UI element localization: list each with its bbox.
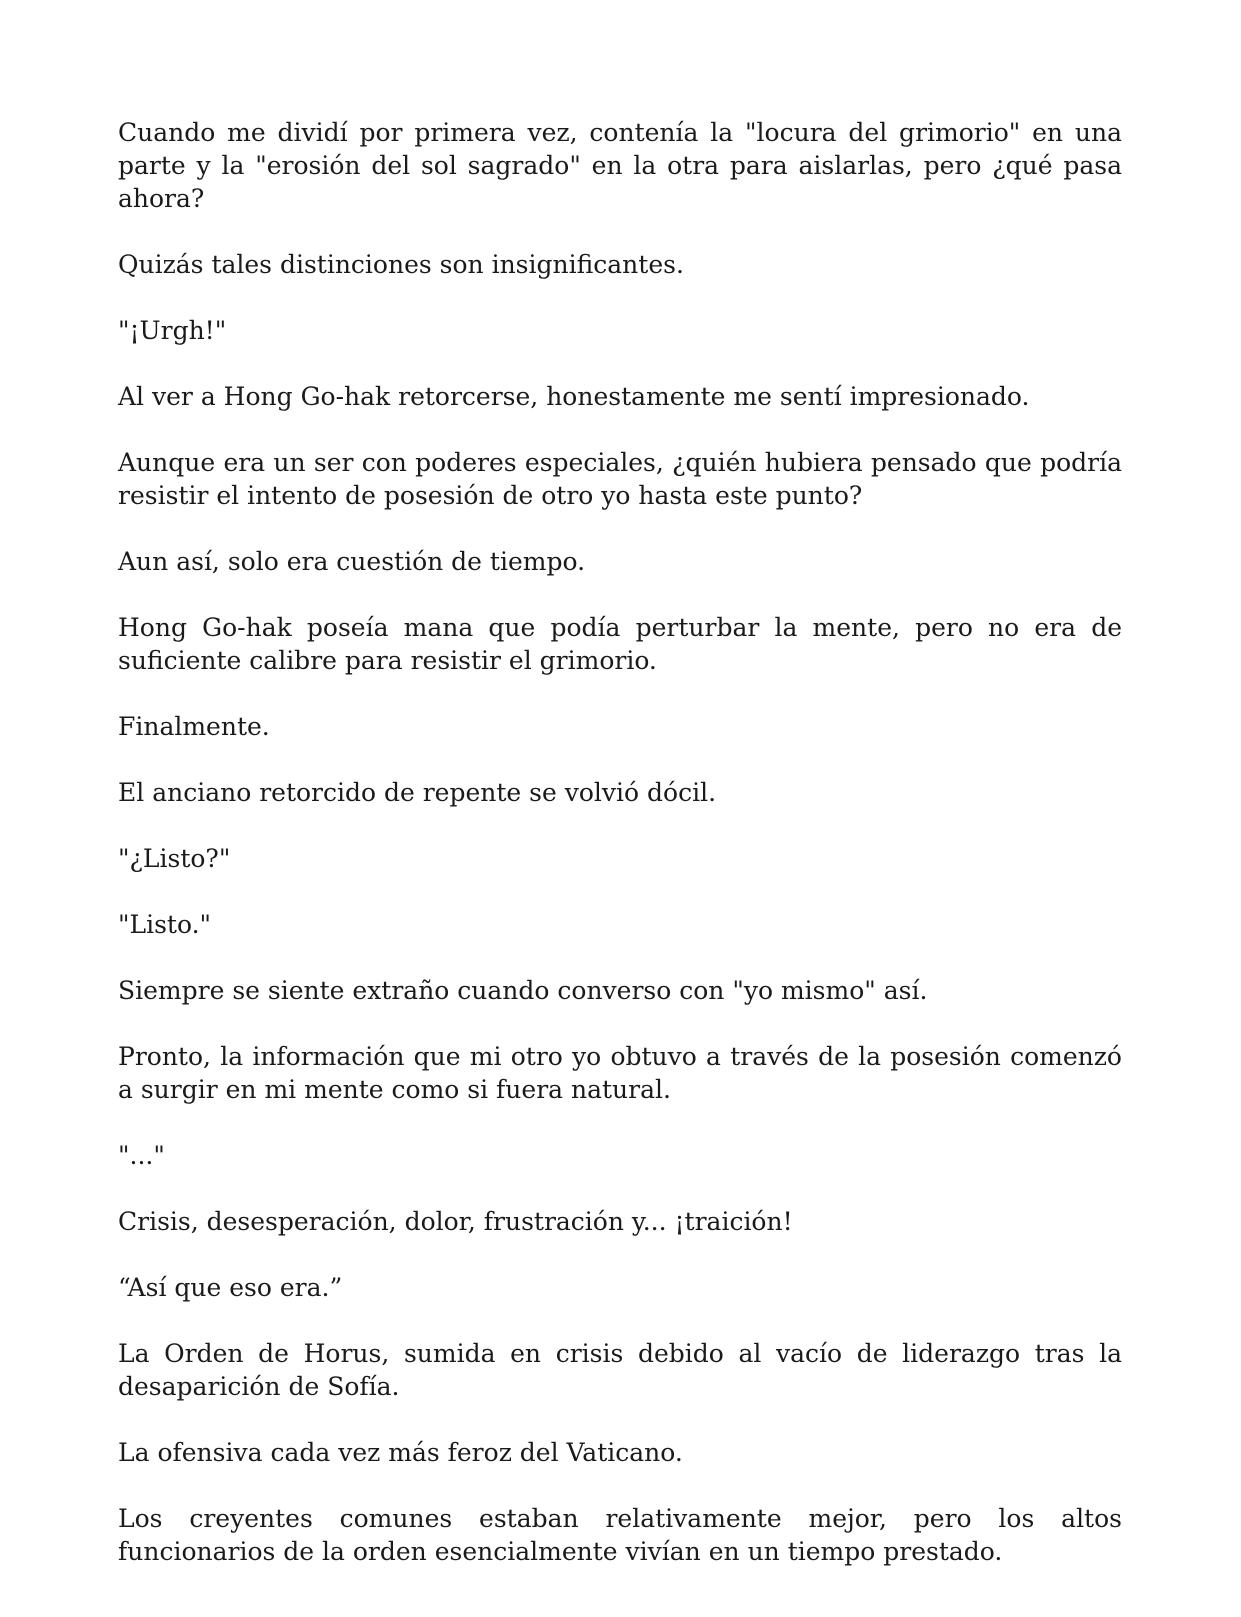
paragraph-8: Finalmente. <box>118 712 270 741</box>
paragraph-2: Quizás tales distinciones son insignificantes. <box>118 250 684 279</box>
paragraph-12: Siempre se siente extraño cuando converso con "yo mismo" así. <box>118 976 928 1005</box>
paragraph-14: "..." <box>118 1141 165 1170</box>
paragraph-11: "Listo." <box>118 910 212 939</box>
paragraph-19: Los creyentes comunes estaban relativamente mejor, pero los altos funcionarios de la orden esencialmente vivían en un tiempo prestado. <box>118 1504 1122 1566</box>
paragraph-18: La ofensiva cada vez más feroz del Vaticano. <box>118 1438 683 1467</box>
paragraph-10: "¿Listo?" <box>118 844 231 873</box>
paragraph-7: Hong Go-hak poseía mana que podía perturbar la mente, pero no era de suficiente calibre para resistir el grimorio. <box>118 613 1122 675</box>
document-body <box>118 116 1122 1601</box>
paragraph-5: Aunque era un ser con poderes especiales, ¿quién hubiera pensado que podría resistir el intento de posesión de otro yo hasta este punto? <box>118 448 1122 510</box>
paragraph-4: Al ver a Hong Go-hak retorcerse, honestamente me sentí impresionado. <box>118 382 1030 411</box>
paragraph-3: "¡Urgh!" <box>118 316 227 345</box>
paragraph-1: Cuando me dividí por primera vez, contenía la "locura del grimorio" en una parte y la "erosión del sol sagrado" en la otra para aislarlas, pero ¿qué pasa ahora? <box>118 118 1122 213</box>
paragraph-16: “Así que eso era.” <box>118 1273 343 1302</box>
paragraph-15: Crisis, desesperación, dolor, frustración y... ¡traición! <box>118 1207 793 1236</box>
paragraph-13: Pronto, la información que mi otro yo obtuvo a través de la posesión comenzó a surgir en mi mente como si fuera natural. <box>118 1042 1122 1104</box>
paragraph-9: El anciano retorcido de repente se volvió dócil. <box>118 778 717 807</box>
paragraph-17: La Orden de Horus, sumida en crisis debido al vacío de liderazgo tras la desaparición de Sofía. <box>118 1339 1122 1401</box>
paragraph-6: Aun así, solo era cuestión de tiempo. <box>118 547 586 576</box>
